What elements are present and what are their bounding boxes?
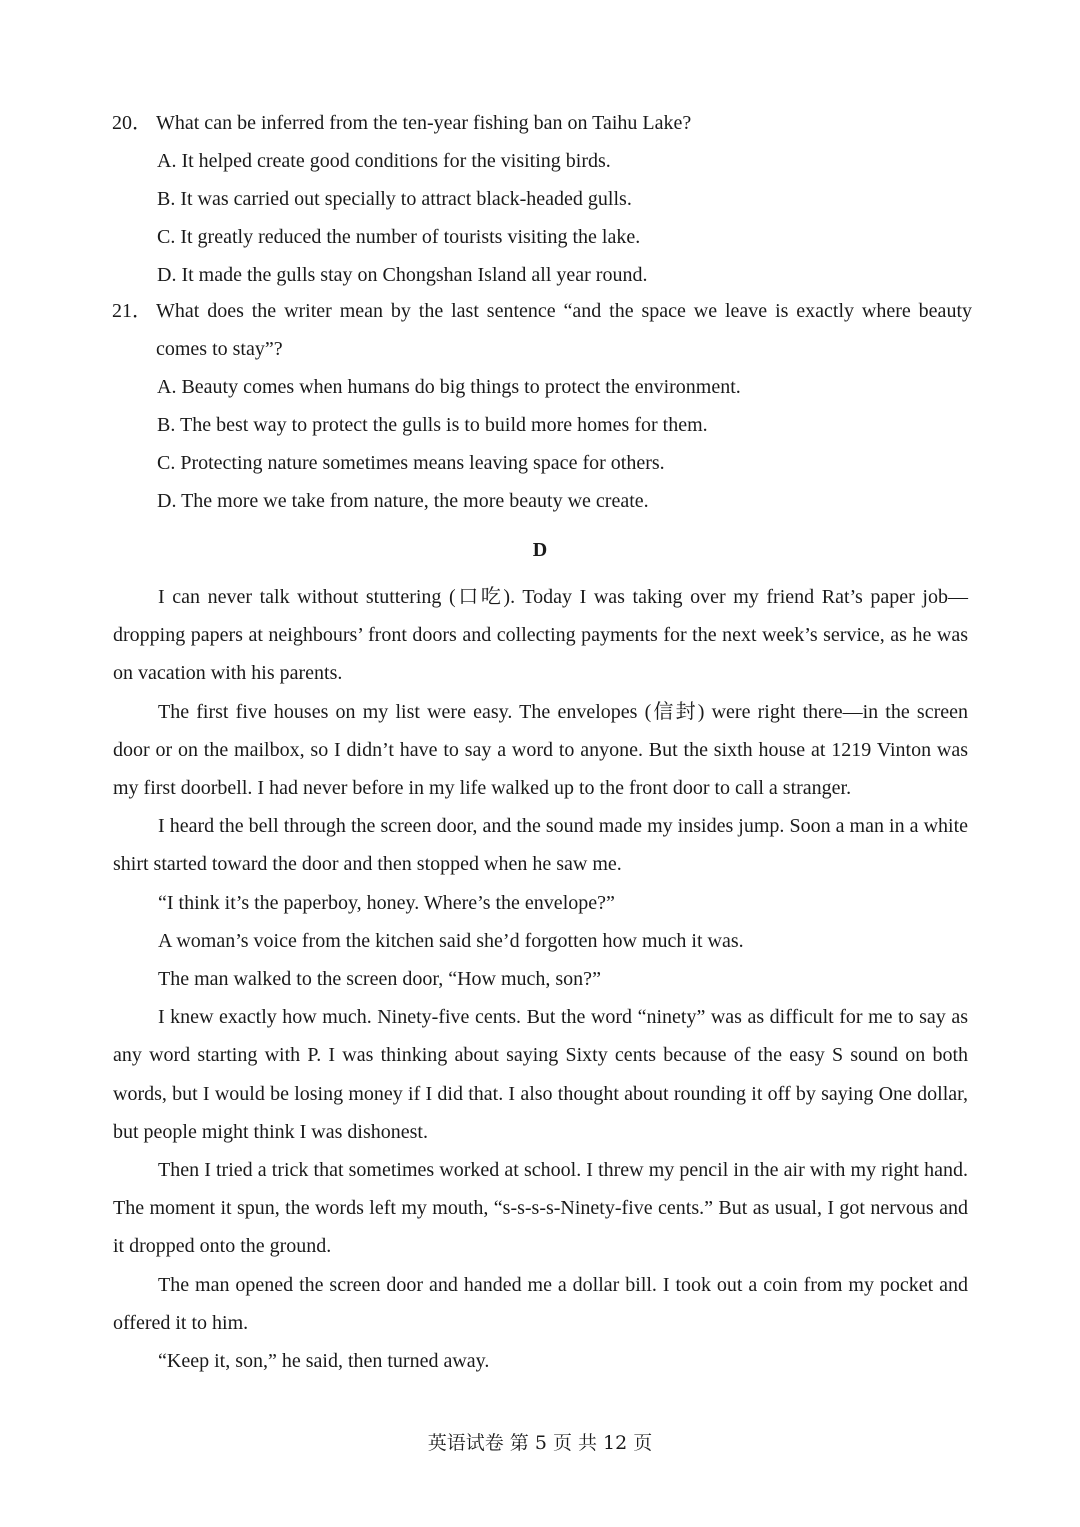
option-a: A. Beauty comes when humans do big things to protect the environment. <box>157 376 741 398</box>
passage-paragraph: The first five houses on my list were easy. The envelopes (信封) were right there—in the screen door or on the mailbox, so I didn’t have to say a word to anyone. But the sixth house at 1219 Vinton was my first doorbell. I had never before in my life walked up to the front door to call a stranger. <box>113 700 968 800</box>
option-d: D. It made the gulls stay on Chongshan Island all year round. <box>157 264 648 286</box>
question-number: 20． <box>112 112 152 134</box>
question-stem <box>112 292 972 368</box>
option-b: B. It was carried out specially to attract black-headed gulls. <box>157 188 632 210</box>
option-d: D. The more we take from nature, the more beauty we create. <box>157 490 649 512</box>
section-heading: D <box>532 539 548 561</box>
passage-paragraph: I knew exactly how much. Ninety-five cents. But the word “ninety” was as difficult for me to say as any word starting with P. I was thinking about saying Sixty cents because of the easy S sound on both words, but I would be losing money if I did that. I also thought about rounding it off by saying One dollar, but people might think I was dishonest. <box>113 1006 968 1143</box>
passage-paragraph: Then I tried a trick that sometimes worked at school. I threw my pencil in the air with my right hand. The moment it spun, the words left my mouth, “s-s-s-s-Ninety-five cents.” But as usual, I got nervous and it dropped onto the ground. <box>113 1159 968 1258</box>
option-a: A. It helped create good conditions for the visiting birds. <box>157 150 611 172</box>
passage-paragraph: The man opened the screen door and handed me a dollar bill. I took out a coin from my pocket and offered it to him. <box>113 1273 968 1334</box>
question-number: 21． <box>112 300 152 322</box>
question-text: What does the writer mean by the last sentence “and the space we leave is exactly where beauty comes to stay”? <box>156 300 972 360</box>
passage-paragraph: The man walked to the screen door, “How much, son?” <box>158 968 601 991</box>
passage-paragraph: I can never talk without stuttering (口吃). Today I was taking over my friend Rat’s paper job—dropping papers at neighbours’ front doors and collecting payments for the next week’s service, as he was on vacation with his parents. <box>113 586 968 685</box>
option-c: C. Protecting nature sometimes means leaving space for others. <box>157 452 665 474</box>
passage-paragraph: A woman’s voice from the kitchen said she’d forgotten how much it was. <box>158 929 744 952</box>
passage-paragraph: I heard the bell through the screen door, and the sound made my insides jump. Soon a man in a white shirt started toward the door and then stopped when he saw me. <box>113 815 968 876</box>
option-c: C. It greatly reduced the number of tourists visiting the lake. <box>157 226 641 248</box>
question-text: What can be inferred from the ten-year fishing ban on Taihu Lake? <box>156 112 692 134</box>
question-stem <box>112 104 972 142</box>
question-20 <box>112 104 972 294</box>
page-footer: 英语试卷 第 5 页 共 12 页 <box>427 1432 653 1454</box>
reading-passage <box>113 578 968 1380</box>
option-b: B. The best way to protect the gulls is to build more homes for them. <box>157 414 708 436</box>
passage-paragraph: “Keep it, son,” he said, then turned away. <box>158 1350 490 1373</box>
question-21 <box>112 292 972 520</box>
passage-paragraph: “I think it’s the paperboy, honey. Where’s the envelope?” <box>158 891 615 914</box>
